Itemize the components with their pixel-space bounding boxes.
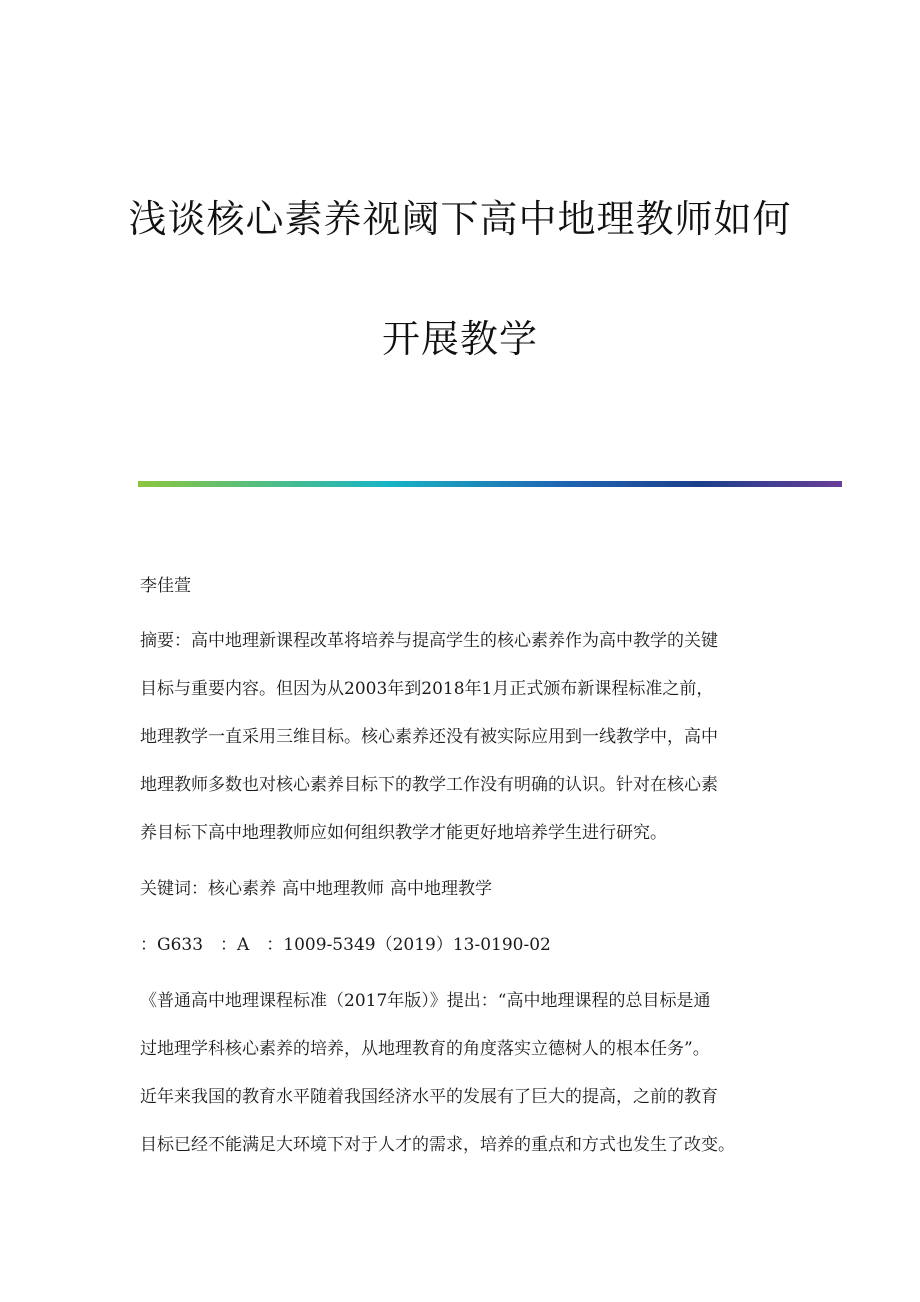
keywords-label: 关键词： [140, 879, 208, 899]
abstract-line: 地理教学一直采用三维目标。核心素养还没有被实际应用到一线教学中，高中 [140, 727, 718, 747]
abstract-line: 目标与重要内容。但因为从2003年到2018年1月正式颁布新课程标准之前， [140, 679, 714, 699]
classification-codes: ：G633 ：A ：1009-5349（2019）13-0190-02 [140, 935, 551, 955]
title-divider [138, 481, 842, 487]
keyword: 高中地理教学 [390, 879, 492, 899]
keywords [140, 874, 498, 899]
body-line: 目标已经不能满足大环境下对于人才的需求，培养的重点和方式也发生了改变。 [140, 1135, 735, 1155]
abstract-line: 养目标下高中地理教师应如何组织教学才能更好地培养学生进行研究。 [140, 823, 667, 843]
abstract-line: 地理教师多数也对核心素养目标下的教学工作没有明确的认识。针对在核心素 [140, 775, 718, 795]
body-line: 《普通高中地理课程标准（2017年版）》提出：“高中地理课程的总目标是通 [140, 991, 711, 1011]
author: 李佳萱 [140, 576, 191, 596]
title-line-1: 浅谈核心素养视阈下高中地理教师如何 [128, 197, 792, 241]
title-line-2: 开展教学 [381, 317, 538, 361]
keyword: 核心素养 [208, 879, 276, 899]
keyword: 高中地理教师 [282, 879, 384, 899]
abstract-line: 摘要：高中地理新课程改革将培养与提高学生的核心素养作为高中教学的关键 [140, 631, 718, 651]
body-line: 过地理学科核心素养的培养，从地理教育的角度落实立德树人的根本任务”。 [140, 1039, 710, 1059]
body-line: 近年来我国的教育水平随着我国经济水平的发展有了巨大的提高，之前的教育 [140, 1087, 718, 1107]
